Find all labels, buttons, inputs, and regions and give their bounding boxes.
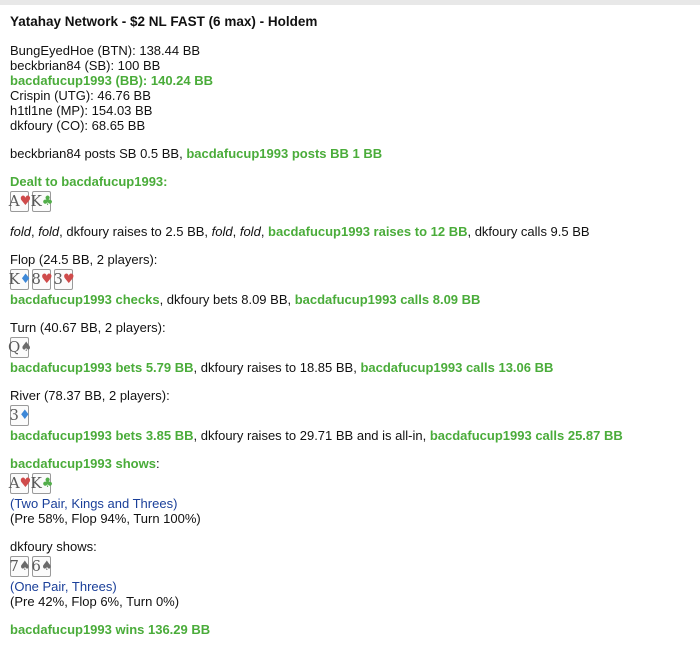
hero-equity: (Pre 58%, Flop 94%, Turn 100%) <box>10 511 201 526</box>
card-seven-spades <box>10 556 29 577</box>
card-rank: K <box>30 192 42 210</box>
river-cards <box>10 405 692 426</box>
diamonds-icon: ♦ <box>18 408 31 423</box>
separator: , <box>260 224 269 239</box>
sb-post: beckbrian84 posts SB 0.5 BB, <box>10 146 183 161</box>
result-line: bacdafucup1993 wins 136.29 BB <box>10 622 211 637</box>
blinds-line <box>10 146 692 161</box>
fold-action: fold <box>211 224 233 239</box>
hero-shows-line <box>10 456 692 471</box>
fold-action: fold <box>38 224 60 239</box>
river-action <box>10 428 692 443</box>
seat-line-hero: bacdafucup1993 (BB): 140.24 BB <box>10 73 214 88</box>
hearts-icon: ♥ <box>19 476 32 491</box>
villain-bet: , dkfoury bets 8.09 BB, <box>159 292 295 307</box>
card-ace-hearts <box>8 191 32 212</box>
card-rank: 3 <box>9 406 19 424</box>
hearts-icon: ♥ <box>19 194 32 209</box>
hero-bet: bacdafucup1993 bets 3.85 BB <box>10 428 194 443</box>
card-three-diamonds <box>10 405 29 426</box>
card-rank: 3 <box>53 270 63 288</box>
card-rank: A <box>8 192 20 210</box>
hero-check: bacdafucup1993 checks <box>10 292 160 307</box>
villain-hand-rank: (One Pair, Threes) <box>10 579 117 594</box>
hero-bet: bacdafucup1993 bets 5.79 BB <box>10 360 194 375</box>
spades-icon: ♠ <box>18 559 31 574</box>
clubs-icon: ♣ <box>41 476 54 491</box>
turn-cards <box>10 337 692 358</box>
villain-showdown-cards <box>10 556 692 577</box>
seat-line: h1tl1ne (MP): 154.03 BB <box>10 103 153 118</box>
flop-cards <box>10 269 692 290</box>
villain-call: , dkfoury calls 9.5 BB <box>467 224 590 239</box>
card-rank: 6 <box>31 557 41 575</box>
dealt-label: Dealt to bacdafucup1993: <box>10 174 168 189</box>
fold-action: fold <box>10 224 31 239</box>
river-header: River (78.37 BB, 2 players): <box>10 388 170 403</box>
card-king-clubs <box>30 473 54 494</box>
hole-cards <box>10 191 692 212</box>
clubs-icon: ♣ <box>41 194 54 209</box>
hero-showdown-cards <box>10 473 692 494</box>
separator: , <box>232 224 240 239</box>
card-rank: K <box>8 270 20 288</box>
top-bar <box>0 0 700 5</box>
card-rank: A <box>8 474 20 492</box>
seat-line: Crispin (UTG): 46.76 BB <box>10 88 151 103</box>
card-king-diamonds <box>8 269 32 290</box>
hero-raise: bacdafucup1993 raises to 12 BB <box>268 224 468 239</box>
villain-shows-label: dkfoury shows: <box>10 539 97 554</box>
bb-post: bacdafucup1993 posts BB 1 BB <box>186 146 383 161</box>
spades-icon: ♠ <box>20 340 32 355</box>
card-queen-spades <box>8 337 32 358</box>
flop-action <box>10 292 692 307</box>
page-title: Yatahay Network - $2 NL FAST (6 max) - Holdem <box>10 14 318 29</box>
card-eight-hearts <box>32 269 51 290</box>
villain-raise: , dkfoury raises to 2.5 BB, <box>59 224 212 239</box>
hearts-icon: ♥ <box>40 272 53 287</box>
villain-equity: (Pre 42%, Flop 6%, Turn 0%) <box>10 594 180 609</box>
villain-allin: , dkfoury raises to 29.71 BB and is all-in, <box>193 428 430 443</box>
card-rank: Q <box>8 338 21 356</box>
hand-history <box>10 14 692 637</box>
turn-header: Turn (40.67 BB, 2 players): <box>10 320 166 335</box>
preflop-action <box>10 224 692 239</box>
villain-raise: , dkfoury raises to 18.85 BB, <box>193 360 361 375</box>
seat-line: dkfoury (CO): 68.65 BB <box>10 118 146 133</box>
fold-action: fold <box>239 224 261 239</box>
seat-line: beckbrian84 (SB): 100 BB <box>10 58 161 73</box>
colon: : <box>155 456 160 471</box>
seat-line: BungEyedHoe (BTN): 138.44 BB <box>10 43 201 58</box>
hearts-icon: ♥ <box>62 272 75 287</box>
card-six-spades <box>32 556 51 577</box>
card-rank: 8 <box>31 270 41 288</box>
card-ace-hearts <box>8 473 32 494</box>
seat-list <box>10 43 692 133</box>
hero-call: bacdafucup1993 calls 8.09 BB <box>294 292 481 307</box>
card-three-hearts <box>54 269 73 290</box>
spades-icon: ♠ <box>40 559 53 574</box>
card-king-clubs <box>30 191 54 212</box>
separator: , <box>30 224 39 239</box>
hero-shows-label: bacdafucup1993 shows <box>10 456 156 471</box>
turn-action <box>10 360 692 375</box>
hero-hand-rank: (Two Pair, Kings and Threes) <box>10 496 178 511</box>
card-rank: K <box>30 474 42 492</box>
hero-call: bacdafucup1993 calls 25.87 BB <box>429 428 623 443</box>
diamonds-icon: ♦ <box>19 272 32 287</box>
flop-header: Flop (24.5 BB, 2 players): <box>10 252 158 267</box>
card-rank: 7 <box>9 557 19 575</box>
hero-call: bacdafucup1993 calls 13.06 BB <box>360 360 554 375</box>
